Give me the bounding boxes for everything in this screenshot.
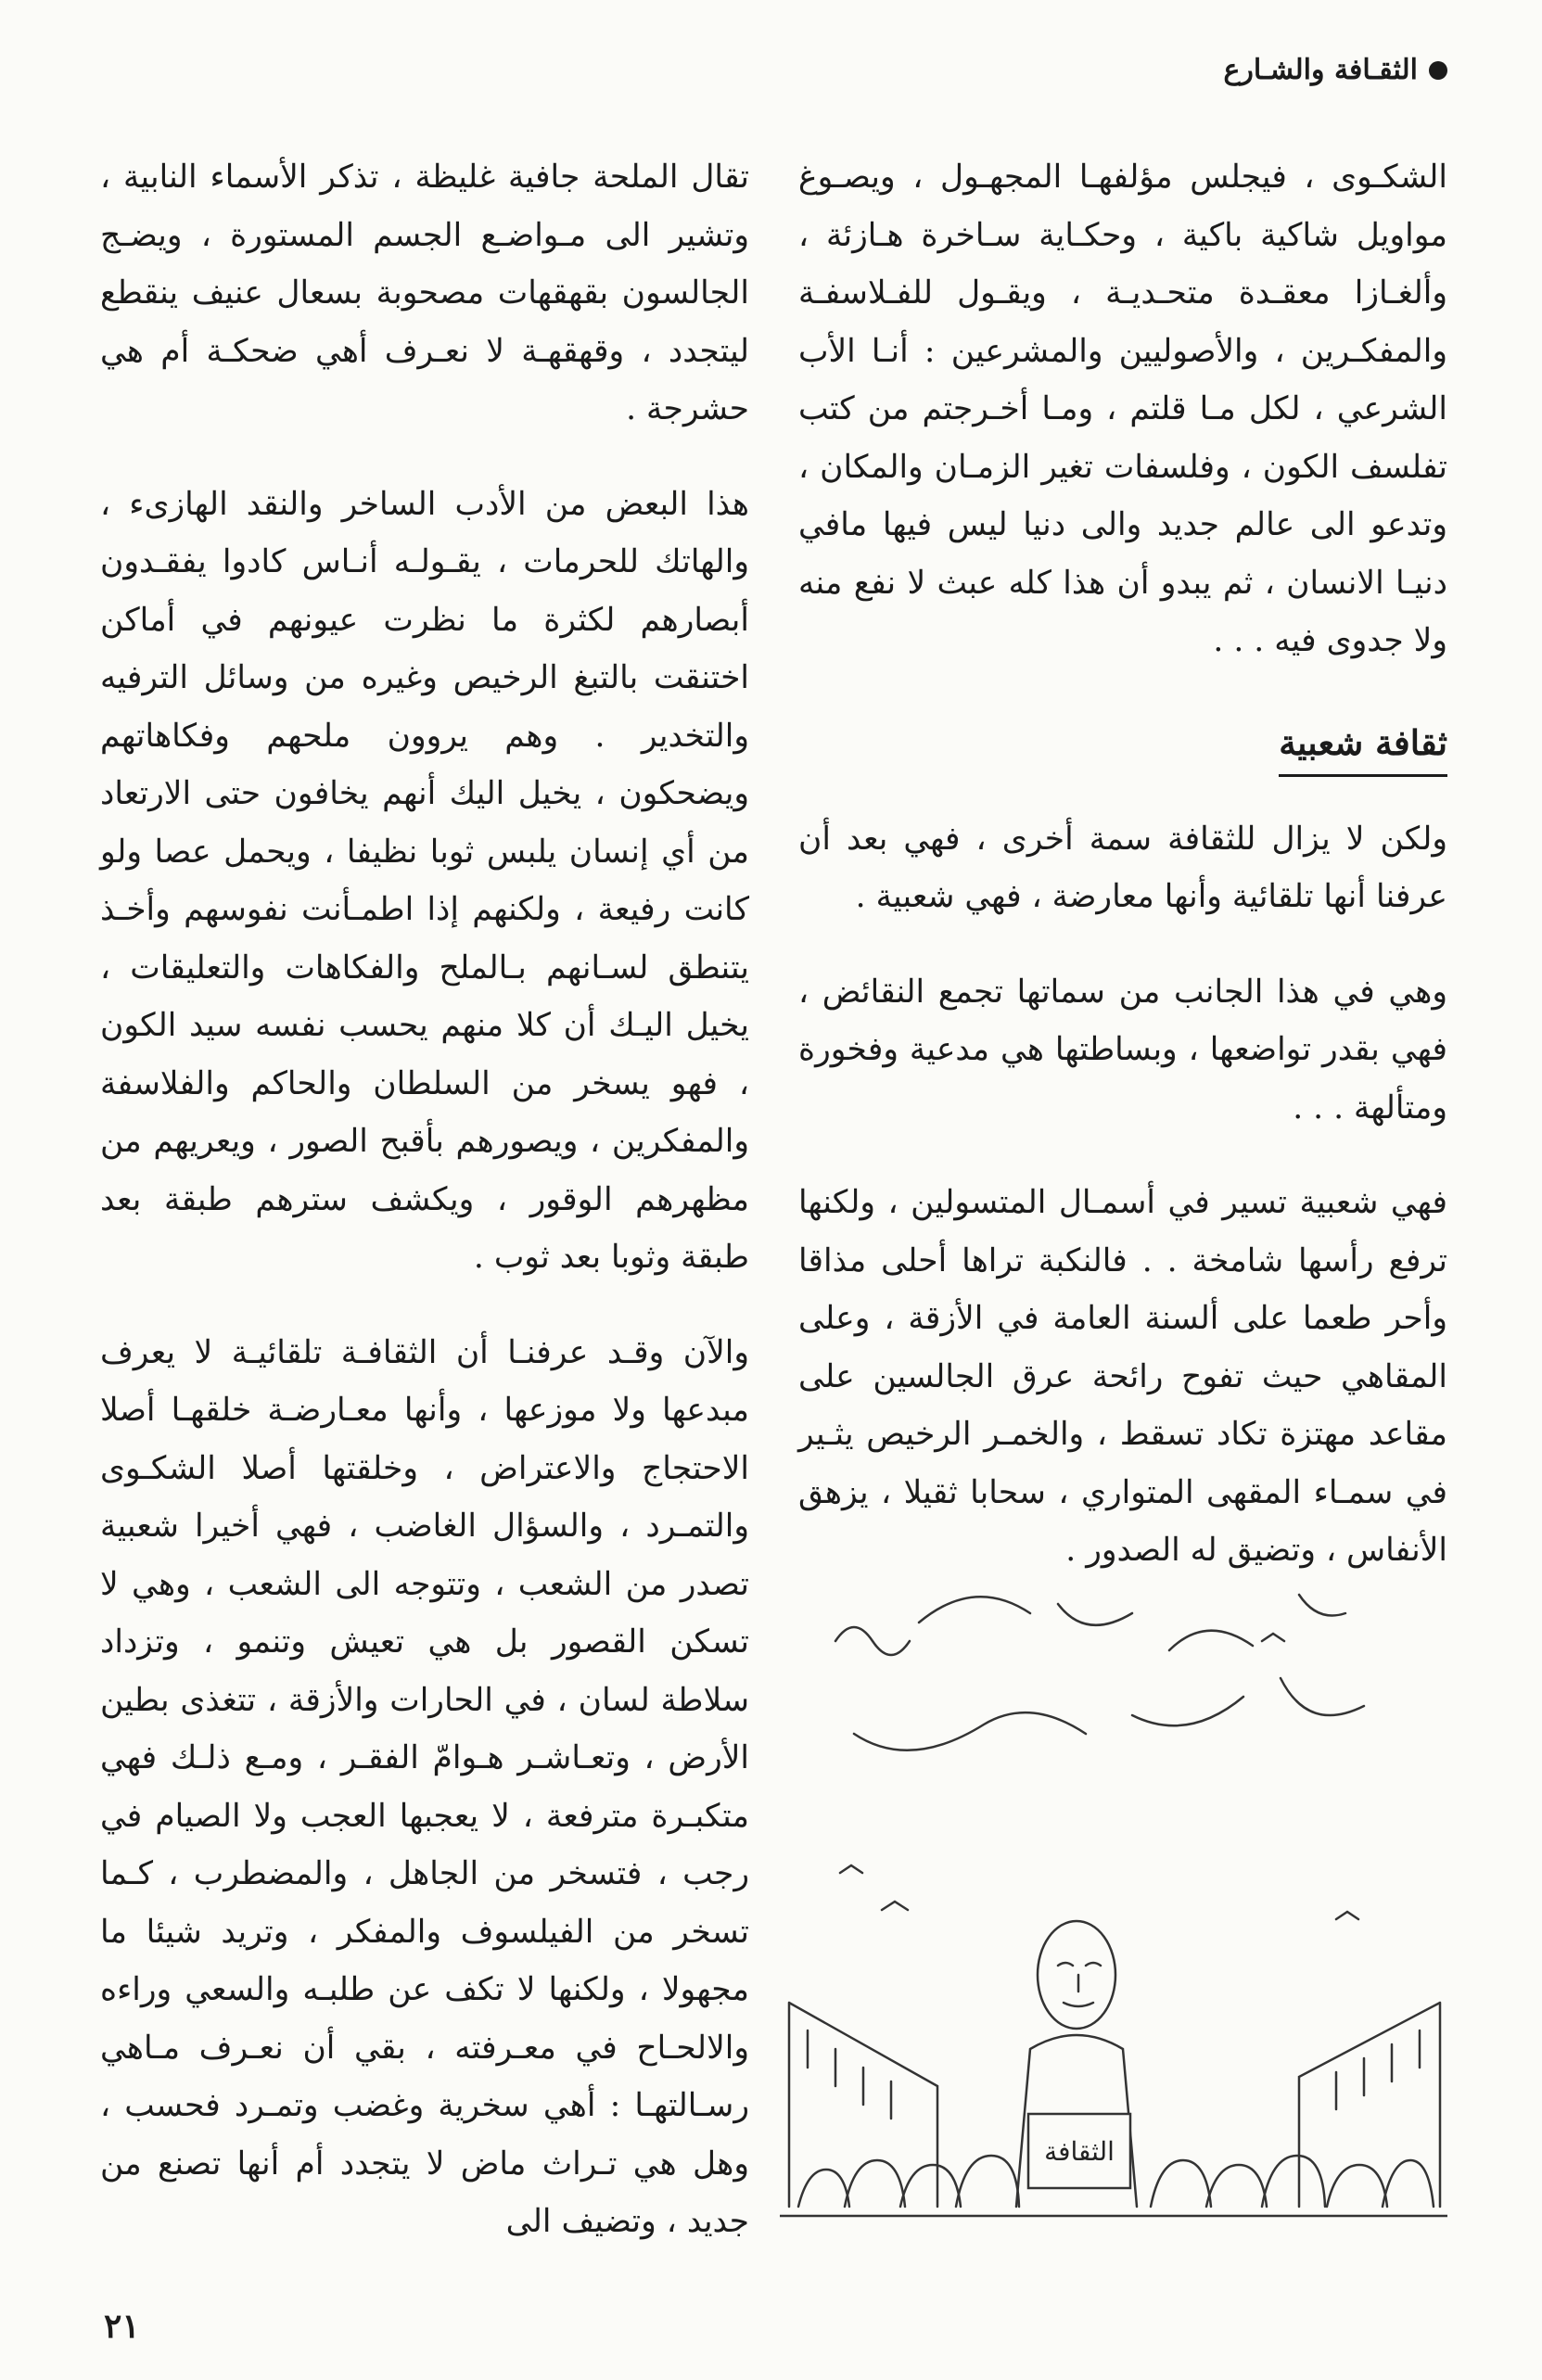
paragraph: والآن وقـد عرفنـا أن الثقافـة تلقائيـة لا يعرف مبدعها ولا موزعها ، وأنها معـارضـة خلقهـا أصلا الاحتجاج والاعتراض ، وخلقتها أصلا الشكـوى والتمـرد ، والسؤال الغاضب ، فهي أخيرا شعبية تصدر من الشعب ، وتتوجه الى الشعب ، وهي لا تسكن القصور بل هي تعيش وتنمو ، وتزداد سلاطة لسان ، في الحارات والأزقة ، تتغذى بطين الأرض ، وتعـاشـر هـوامّ الفقـر ، ومـع ذلـك فهي متكبـرة مترفعة ، لا يعجبها العجب ولا الصيام في رجب ، فتسخر من الجاهل ، والمضطرب ، كـما تسخر من الفيلسوف والمفكر ، وتريد شيئا ما مجهولا ، ولكنها لا تكف عن طلبـه والسعي وراءه والالحـاح في معـرفته ، بقي أن نعـرف مـاهي رسـالتهـا : أهي سخرية وغضب وتمـرد فحسب ، وهل هي تـراث ماض لا يتجدد أم أنها تصنع من جديد ، وتضيف الى xyxy=(100,1333,749,2240)
bullet-icon xyxy=(1429,61,1447,80)
running-head-title: الثقـافة والشـارع xyxy=(1223,54,1418,86)
bird-icon xyxy=(1262,1634,1284,1641)
paragraph: هذا البعض من الأدب الساخر والنقد الهازىء ، والهاتك للحرمات ، يقـولـه أنـاس كادوا يفقـدون أبصارهم لكثرة ما نظرت عيونهم في أماكن اختنقت بالتبغ الرخيص وغيره من وسائل الترفيه والتخدير . وهم يروون ملحهم وفكاهاتهم ويضحكون ، يخيل اليك أنهم يخافون حتى الارتعاد من أي إنسان يلبس ثوبا نظيفا ، ويحمل عصا ولو كانت رفيعة ، ولكنهم إذا اطمـأنت نفوسهم وأخـذ يتنطق لسـانهم بـالملح والفكاهات والتعليقات ، يخيل اليـك أن كلا منهم يحسب نفسه سيد الكون ، فهو يسخر من السلطان والحاكم والفلاسفة والمفكرين ، ويصورهم بأقبح الصور ، ويعريهم من مظهرهم الوقور ، ويكشف سترهم طبقة بعد طبقة وثوبا بعد ثوب . xyxy=(100,485,749,1276)
paragraph: الشكـوى ، فيجلس مؤلفهـا المجهـول ، ويصـوغ مواويل شاكية باكية ، وحكـاية سـاخرة هـازئة ، وألغـازا معقـدة متحـديـة ، ويقـول للفـلاسفـة والمفكـرين ، والأصوليين والمشرعين : أنـا الأب الشرعي ، لكل مـا قلتم ، ومـا أخـرجتم من كتب تفلسف الكون ، وفلسفات تغير الزمـان والمكان ، وتدعو الى عالم جديد والى دنيا ليس فيها مافي دنيـا الانسان ، ثم يبدو أن هذا كله عبث لا نفع منه ولا جدوى فيه . . . xyxy=(798,159,1447,659)
page-number: ٢١ xyxy=(104,2307,140,2346)
paragraph: تقال الملحة جافية غليظة ، تذكر الأسماء النابية ، وتشير الى مـواضـع الجسم المستورة ، ويضـج الجالسون بقهقهات مصحوبة بسعال عنيف ينقطع ليتجدد ، وقهقهـة لا نعـرف أهي ضحكـة أم هي حشرجة . xyxy=(100,159,749,427)
right-column xyxy=(798,148,1447,1580)
paragraph: ولكن لا يزال للثقافة سمة أخرى ، فهي بعد أن عرفنا أنها تلقائية وأنها معارضة ، فهي شعبية . xyxy=(798,820,1447,915)
bird-icon xyxy=(1336,1912,1358,1919)
sketch-illustration xyxy=(780,1567,1447,2225)
street-scene-drawing xyxy=(780,1567,1447,2225)
section-heading: ثقافة شعبية xyxy=(1279,720,1447,777)
paragraph: وهي في هذا الجانب من سماتها تجمع النقائض ، فهي بقدر تواضعها ، وبساطتها هي مدعية وفخورة ومتألهة . . . xyxy=(798,973,1447,1126)
left-column xyxy=(100,148,749,2251)
bird-icon xyxy=(882,1902,908,1910)
sign-text: الثقافة xyxy=(1044,2136,1115,2167)
paragraph: فهي شعبية تسير في أسمـال المتسولين ، ولكنها ترفع رأسها شامخة . . فالنكبة تراها أحلى مذاقا وأحر طعما على ألسنة العامة في الأزقة ، وعلى المقاهي حيث تفوح رائحة عرق الجالسين على مقاعد مهتزة تكاد تسقط ، والخمـر الرخيص يثـير في سمـاء المقهى المتواري ، سحابا ثقيلا ، يزهق الأنفاس ، وتضيق له الصدور . xyxy=(798,1184,1447,1569)
running-head xyxy=(1223,54,1447,86)
bird-icon xyxy=(840,1865,862,1873)
